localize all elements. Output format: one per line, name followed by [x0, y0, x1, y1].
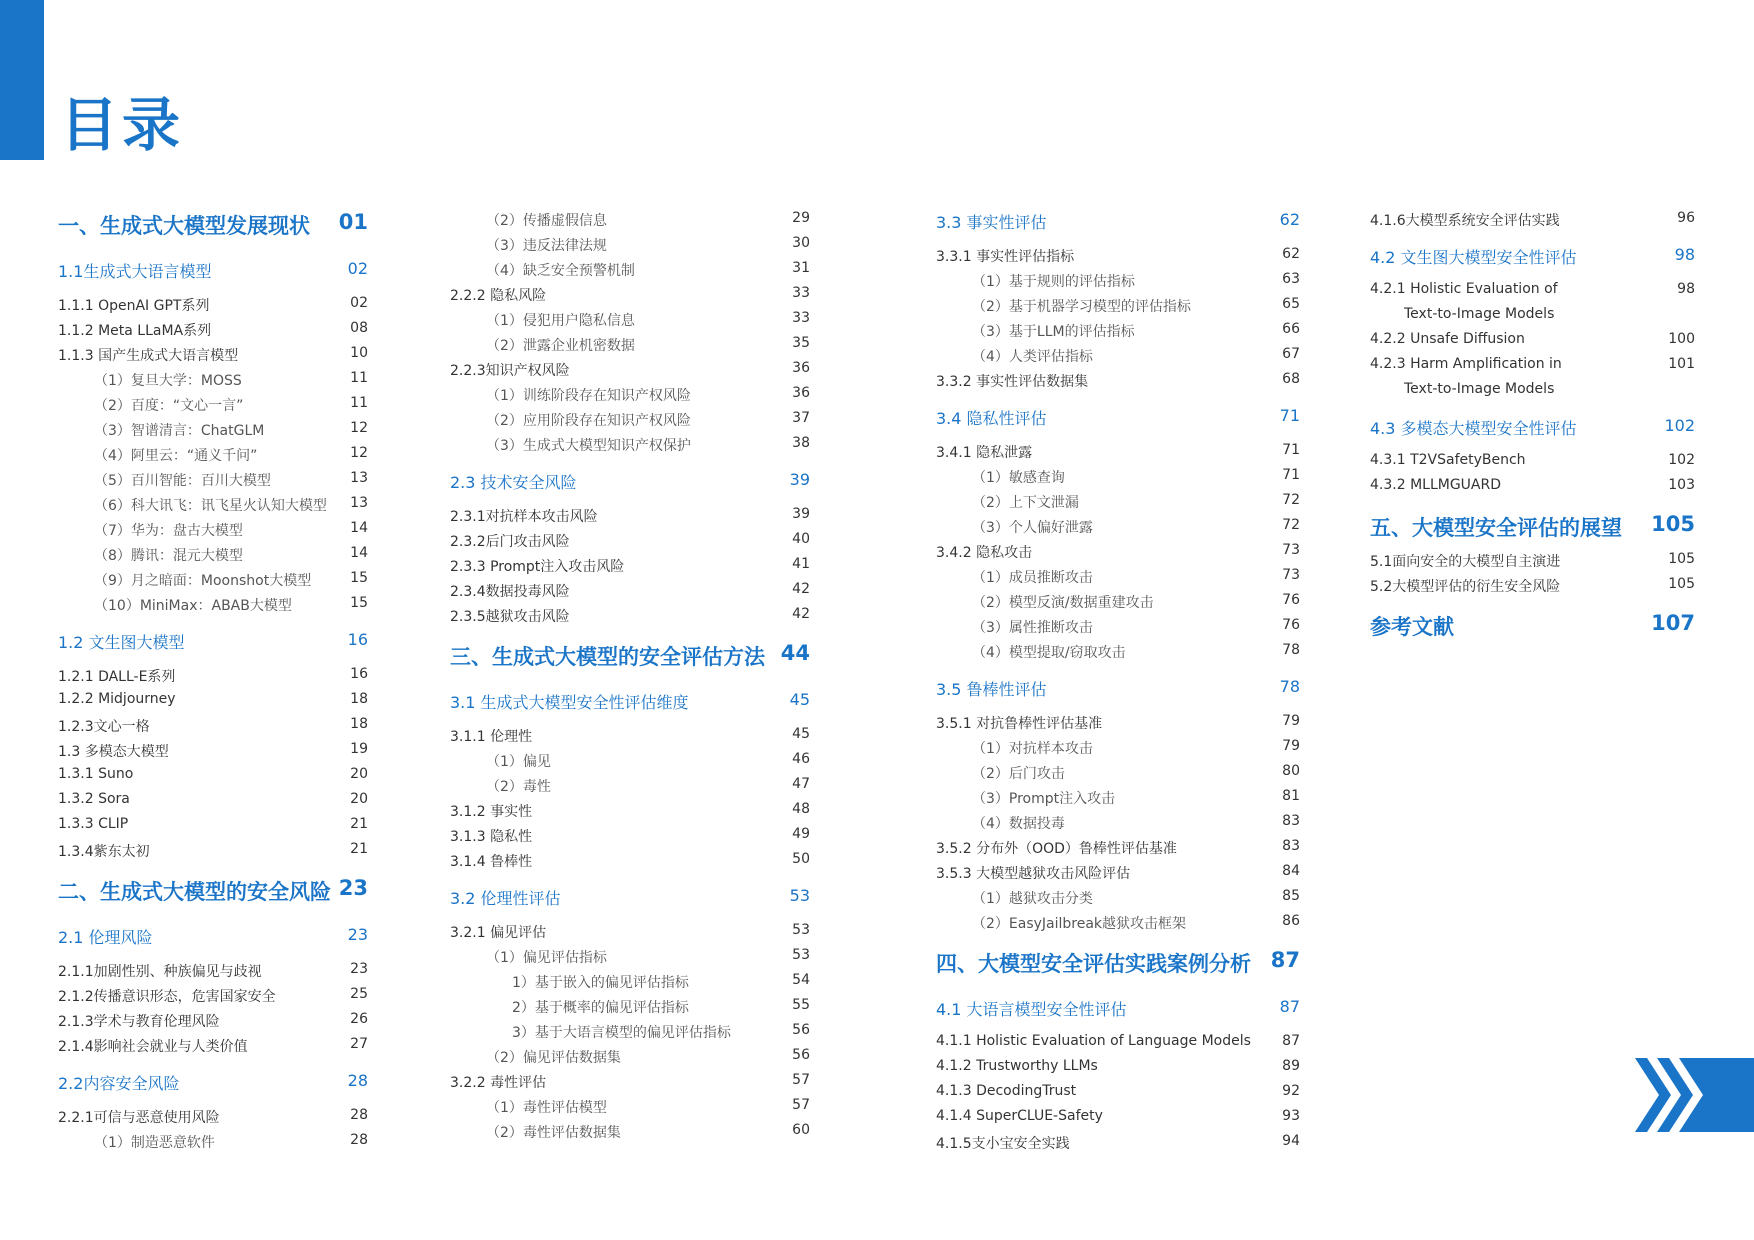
toc-entry-page: 63	[1282, 271, 1300, 287]
toc-entry-title: （1）侵犯用户隐私信息	[486, 313, 635, 329]
toc-entry-page: 48	[792, 801, 810, 817]
toc-entry-title: 一、生成式大模型发展现状	[58, 214, 310, 238]
toc-entry-title: 1.2.3文心一格	[58, 719, 150, 735]
toc-entry-page: 56	[792, 1022, 810, 1038]
toc-entry-title: （1）基于规则的评估指标	[972, 274, 1135, 290]
toc-entry-page: 19	[350, 741, 368, 757]
toc-entry-page: 93	[1282, 1108, 1300, 1124]
toc-entry-page: 12	[350, 420, 368, 436]
toc-entry-title: （1）成员推断攻击	[972, 570, 1093, 586]
toc-entry-page: 18	[350, 716, 368, 732]
toc-entry-title: 3.1.2 事实性	[450, 804, 533, 820]
toc-entry-title: （2）基于机器学习模型的评估指标	[972, 299, 1191, 315]
toc-entry-title: 五、大模型安全评估的展望	[1370, 516, 1622, 540]
toc-entry-page: 18	[350, 691, 368, 707]
toc-entry-page: 01	[338, 210, 368, 234]
toc-entry-page: 102	[1668, 452, 1695, 468]
toc-entry-page: 53	[792, 922, 810, 938]
toc-entry-page: 45	[789, 690, 810, 709]
toc-entry-page: 29	[792, 210, 810, 226]
toc-entry-title: 4.2.2 Unsafe Diffusion	[1370, 331, 1525, 347]
toc-entry-title: 3.3.2 事实性评估数据集	[936, 374, 1089, 390]
toc-entry-page: 83	[1282, 813, 1300, 829]
toc-entry-page: 87	[1282, 1033, 1300, 1049]
toc-entry-title: 5.2大模型评估的衍生安全风险	[1370, 579, 1561, 595]
toc-entry-page: 83	[1282, 838, 1300, 854]
toc-entry-title: 4.2 文生图大模型安全性评估	[1370, 248, 1577, 267]
toc-entry-title: 4.1.2 Trustworthy LLMs	[936, 1058, 1098, 1074]
toc-entry-page: 100	[1668, 331, 1695, 347]
toc-entry-title: 1.1.3 国产生成式大语言模型	[58, 348, 239, 364]
toc-entry-page: 11	[350, 370, 368, 386]
toc-entry-page: 89	[1282, 1058, 1300, 1074]
toc-entry-page: 53	[792, 947, 810, 963]
toc-entry-title: 2.2内容安全风险	[58, 1074, 180, 1093]
toc-entry-title: 3.4.1 隐私泄露	[936, 445, 1033, 461]
toc-entry-page: 49	[792, 826, 810, 842]
toc-entry-title: （2）后门攻击	[972, 766, 1065, 782]
toc-entry-page: 12	[350, 445, 368, 461]
toc-entry-title: （10）MiniMax：ABAB大模型	[94, 598, 292, 614]
toc-entry-title: 3.5.2 分布外（OOD）鲁棒性评估基准	[936, 841, 1177, 857]
toc-entry-title: 1.2 文生图大模型	[58, 633, 185, 652]
toc-entry-title: （9）月之暗面：Moonshot大模型	[94, 573, 312, 589]
toc-entry-page: 55	[792, 997, 810, 1013]
toc-entry-page: 33	[792, 310, 810, 326]
toc-entry-page: 50	[792, 851, 810, 867]
toc-entry-title: 3.5 鲁棒性评估	[936, 680, 1047, 699]
toc-entry-title: 4.1.1 Holistic Evaluation of Language Models	[936, 1033, 1251, 1049]
toc-entry-page: 68	[1282, 371, 1300, 387]
toc-entry-page: 54	[792, 972, 810, 988]
toc-entry-page: 102	[1664, 416, 1695, 435]
toc-entry-page: 71	[1282, 442, 1300, 458]
toc-entry-page: 28	[350, 1107, 368, 1123]
toc-entry-title: （3）生成式大模型知识产权保护	[486, 438, 691, 454]
toc-entry-page: 39	[789, 470, 810, 489]
toc-entry-title: 1.2.1 DALL-E系列	[58, 669, 176, 685]
toc-entry-page: 72	[1282, 517, 1300, 533]
toc-entry-title: （1）偏见评估指标	[486, 950, 607, 966]
toc-entry-page: 33	[792, 285, 810, 301]
toc-entry-page: 26	[350, 1011, 368, 1027]
toc-entry-title: （1）越狱攻击分类	[972, 891, 1093, 907]
toc-entry-page: 71	[1279, 406, 1300, 425]
toc-entry-title: （1）敏感查询	[972, 470, 1065, 486]
toc-entry-page: 80	[1282, 763, 1300, 779]
toc-entry-title: 1.3.3 CLIP	[58, 816, 129, 832]
toc-entry-title: 2.1.1加剧性别、种族偏见与歧视	[58, 964, 262, 980]
toc-entry-page: 13	[350, 470, 368, 486]
toc-entry-page: 28	[347, 1071, 368, 1090]
toc-entry-title: 3.3.1 事实性评估指标	[936, 249, 1075, 265]
toc-entry-title: 3.1.4 鲁棒性	[450, 854, 533, 870]
toc-entry-page: 23	[350, 961, 368, 977]
toc-entry-title: 1.3 多模态大模型	[58, 744, 169, 760]
toc-entry-title: （2）上下文泄漏	[972, 495, 1079, 511]
toc-entry-page: 47	[792, 776, 810, 792]
toc-entry-title: 4.1.3 DecodingTrust	[936, 1083, 1077, 1099]
toc-entry-title: 3.2 伦理性评估	[450, 889, 561, 908]
toc-entry-title: （2）毒性	[486, 779, 551, 795]
toc-entry-page: 02	[350, 295, 368, 311]
top-accent-bar	[0, 0, 44, 160]
toc-entry-title: （4）模型提取/窃取攻击	[972, 645, 1126, 661]
toc-entry-page: 73	[1282, 542, 1300, 558]
toc-entry-title: 2.1 伦理风险	[58, 928, 153, 947]
toc-entry-page: 37	[792, 410, 810, 426]
toc-entry-title: 2.3.1对抗样本攻击风险	[450, 509, 598, 525]
toc-entry-page: 41	[792, 556, 810, 572]
page-title: 目录	[60, 91, 185, 159]
toc-entry-title: 3.4.2 隐私攻击	[936, 545, 1033, 561]
toc-entry-title: 1.3.1 Suno	[58, 766, 134, 782]
toc-entry-page: 65	[1282, 296, 1300, 312]
toc-entry-title: （2）传播虚假信息	[486, 213, 607, 229]
toc-entry-title: （2）EasyJailbreak越狱攻击框架	[972, 916, 1187, 932]
toc-entry-page: 56	[792, 1047, 810, 1063]
toc-entry-page: 13	[350, 495, 368, 511]
toc-entry-title: 1.1生成式大语言模型	[58, 262, 212, 281]
toc-entry-title: （3）个人偏好泄露	[972, 520, 1093, 536]
toc-entry-title: 2.1.2传播意识形态，危害国家安全	[58, 989, 276, 1005]
toc-entry-title: （6）科大讯飞：讯飞星火认知大模型	[94, 498, 327, 514]
toc-entry-title: （2）应用阶段存在知识产权风险	[486, 413, 691, 429]
toc-entry-page: 105	[1668, 551, 1695, 567]
toc-entry-title: （2）毒性评估数据集	[486, 1125, 621, 1141]
toc-entry-title: 4.3.2 MLLMGUARD	[1370, 477, 1502, 493]
toc-entry-page: 62	[1279, 210, 1300, 229]
toc-entry-title: （4）缺乏安全预警机制	[486, 263, 635, 279]
toc-entry-page: 16	[347, 630, 368, 649]
toc-entry-title: 2.1.3学术与教育伦理风险	[58, 1014, 220, 1030]
toc-entry-page: 72	[1282, 492, 1300, 508]
toc-entry-page: 20	[350, 791, 368, 807]
toc-entry-title: 3.1.1 伦理性	[450, 729, 533, 745]
toc-entry-title: （3）Prompt注入攻击	[972, 791, 1116, 807]
toc-entry-title: 1.1.1 OpenAI GPT系列	[58, 298, 210, 314]
toc-entry-title: 2.3.5越狱攻击风险	[450, 609, 570, 625]
toc-entry-title: 3.5.3 大模型越狱攻击风险评估	[936, 866, 1131, 882]
toc-entry-title: （2）偏见评估数据集	[486, 1050, 621, 1066]
toc-entry-page: 78	[1279, 677, 1300, 696]
toc-entry-page: 86	[1282, 913, 1300, 929]
toc-entry-page: 87	[1270, 948, 1300, 972]
toc-entry-title: （4）阿里云：“通义千问”	[94, 448, 258, 464]
toc-entry-title: （4）数据投毒	[972, 816, 1065, 832]
toc-entry-page: 27	[350, 1036, 368, 1052]
toc-entry-title: 三、生成式大模型的安全评估方法	[450, 645, 765, 669]
toc-entry-title: 2.3 技术安全风险	[450, 473, 577, 492]
toc-entry-page: 67	[1282, 346, 1300, 362]
toc-entry-title: （2）模型反演/数据重建攻击	[972, 595, 1154, 611]
toc-entry-title: （7）华为：盘古大模型	[94, 523, 243, 539]
toc-entry-page: 14	[350, 520, 368, 536]
toc-entry-page: 10	[350, 345, 368, 361]
toc-entry-page: 39	[792, 506, 810, 522]
toc-entry-page: 94	[1282, 1133, 1300, 1149]
toc-entry-page: 92	[1282, 1083, 1300, 1099]
toc-entry-page: 87	[1279, 997, 1300, 1016]
toc-entry-title: 2.2.1可信与恶意使用风险	[58, 1110, 220, 1126]
toc-entry-title: 3.2.2 毒性评估	[450, 1075, 547, 1091]
toc-entry-page: 36	[792, 385, 810, 401]
toc-entry-page: 79	[1282, 713, 1300, 729]
toc-entry-title: 3）基于大语言模型的偏见评估指标	[512, 1025, 731, 1041]
toc-entry-page: 107	[1651, 611, 1695, 635]
toc-entry-page: 66	[1282, 321, 1300, 337]
toc-entry-title: 4.1.4 SuperCLUE-Safety	[936, 1108, 1103, 1124]
toc-entry-page: 105	[1651, 512, 1695, 536]
toc-entry-page: 14	[350, 545, 368, 561]
toc-entry-title: 4.2.3 Harm Amplification in	[1370, 356, 1562, 372]
toc-entry-page: 21	[350, 816, 368, 832]
toc-entry-title: 4.1.5支小宝安全实践	[936, 1136, 1070, 1152]
toc-entry-page: 15	[350, 570, 368, 586]
toc-entry-title: （1）对抗样本攻击	[972, 741, 1093, 757]
toc-entry-page: 16	[350, 666, 368, 682]
toc-entry-title: 4.1.6大模型系统安全评估实践	[1370, 213, 1560, 229]
toc-entry-page: 42	[792, 606, 810, 622]
toc-entry-page: 76	[1282, 617, 1300, 633]
toc-entry-title: 2.3.2后门攻击风险	[450, 534, 570, 550]
toc-entry-title: 2）基于概率的偏见评估指标	[512, 1000, 689, 1016]
toc-entry-page: 42	[792, 581, 810, 597]
toc-entry-page: 73	[1282, 567, 1300, 583]
toc-entry-title: （2）百度：“文心一言”	[94, 398, 244, 414]
toc-entry-title: 1.2.2 Midjourney	[58, 691, 176, 707]
toc-entry-page: 21	[350, 841, 368, 857]
toc-entry-page: 57	[792, 1072, 810, 1088]
toc-entry-title: （4）人类评估指标	[972, 349, 1093, 365]
toc-entry-title: 2.3.4数据投毒风险	[450, 584, 570, 600]
toc-entry-title: （3）基于LLM的评估指标	[972, 324, 1135, 340]
toc-entry-title: 3.2.1 偏见评估	[450, 925, 547, 941]
toc-entry-page: 28	[350, 1132, 368, 1148]
toc-entry-page: 101	[1668, 356, 1695, 372]
toc-entry-title: （1）复旦大学：MOSS	[94, 373, 242, 389]
toc-entry-title: 3.1 生成式大模型安全性评估维度	[450, 693, 689, 712]
toc-entry-title: 3.1.3 隐私性	[450, 829, 533, 845]
toc-entry-title: （1）制造恶意软件	[94, 1135, 215, 1151]
toc-entry-page: 15	[350, 595, 368, 611]
toc-entry-page: 23	[347, 925, 368, 944]
toc-entry-title: 2.1.4影响社会就业与人类价值	[58, 1039, 248, 1055]
chevron-decoration-icon	[1635, 1058, 1754, 1132]
toc-entry-title: 参考文献	[1370, 615, 1454, 639]
toc-entry-title: 3.3 事实性评估	[936, 213, 1047, 232]
toc-entry-page: 25	[350, 986, 368, 1002]
toc-entry-title: Text-to-Image Models	[1404, 306, 1555, 322]
toc-entry-page: 40	[792, 531, 810, 547]
toc-entry-title: （1）偏见	[486, 754, 551, 770]
toc-entry-page: 76	[1282, 592, 1300, 608]
toc-entry-page: 103	[1668, 477, 1695, 493]
toc-entry-title: （8）腾讯：混元大模型	[94, 548, 243, 564]
toc-entry-title: 4.3 多模态大模型安全性评估	[1370, 419, 1577, 438]
toc-entry-title: 1.3.4紫东太初	[58, 844, 150, 860]
toc-entry-page: 02	[347, 259, 368, 278]
toc-entry-page: 79	[1282, 738, 1300, 754]
toc-entry-page: 98	[1677, 281, 1695, 297]
toc-entry-page: 81	[1282, 788, 1300, 804]
toc-entry-title: 1.3.2 Sora	[58, 791, 130, 807]
toc-entry-page: 08	[350, 320, 368, 336]
toc-entry-title: 2.3.3 Prompt注入攻击风险	[450, 559, 625, 575]
toc-entry-title: （1）训练阶段存在知识产权风险	[486, 388, 691, 404]
toc-entry-page: 53	[789, 886, 810, 905]
toc-entry-page: 11	[350, 395, 368, 411]
toc-entry-page: 44	[780, 641, 810, 665]
toc-entry-title: 3.5.1 对抗鲁棒性评估基准	[936, 716, 1103, 732]
toc-entry-page: 96	[1677, 210, 1695, 226]
toc-entry-title: （3）违反法律法规	[486, 238, 607, 254]
toc-entry-page: 30	[792, 235, 810, 251]
toc-entry-title: 四、大模型安全评估实践案例分析	[936, 952, 1251, 976]
toc-entry-page: 98	[1674, 245, 1695, 264]
toc-entry-title: 1）基于嵌入的偏见评估指标	[512, 975, 689, 991]
toc-entry-title: 1.1.2 Meta LLaMA系列	[58, 323, 212, 339]
toc-entry-title: 二、生成式大模型的安全风险	[58, 880, 331, 904]
toc-entry-page: 105	[1668, 576, 1695, 592]
toc-entry-title: （3）属性推断攻击	[972, 620, 1093, 636]
toc-entry-title: 2.2.3知识产权风险	[450, 363, 570, 379]
toc-entry-page: 36	[792, 360, 810, 376]
toc-entry-title: 5.1面向安全的大模型自主演进	[1370, 554, 1561, 570]
toc-entry-title: （2）泄露企业机密数据	[486, 338, 635, 354]
toc-entry-page: 60	[792, 1122, 810, 1138]
toc-entry-page: 57	[792, 1097, 810, 1113]
toc-entry-page: 23	[338, 876, 368, 900]
toc-entry-page: 35	[792, 335, 810, 351]
toc-entry-title: 4.3.1 T2VSafetyBench	[1370, 452, 1526, 468]
toc-entry-title: 2.2.2 隐私风险	[450, 288, 547, 304]
toc-entry-page: 84	[1282, 863, 1300, 879]
toc-entry-title: 4.1 大语言模型安全性评估	[936, 1000, 1127, 1019]
toc-entry-page: 78	[1282, 642, 1300, 658]
toc-entry-page: 62	[1282, 246, 1300, 262]
toc-entry-page: 20	[350, 766, 368, 782]
toc-entry-page: 31	[792, 260, 810, 276]
toc-entry-title: Text-to-Image Models	[1404, 381, 1555, 397]
toc-entry-title: 4.2.1 Holistic Evaluation of	[1370, 281, 1558, 297]
toc-entry-title: 3.4 隐私性评估	[936, 409, 1047, 428]
toc-entry-title: （3）智谱清言：ChatGLM	[94, 423, 265, 439]
toc-entry-title: （5）百川智能：百川大模型	[94, 473, 271, 489]
toc-entry-page: 45	[792, 726, 810, 742]
toc-entry-page: 71	[1282, 467, 1300, 483]
toc-entry-page: 85	[1282, 888, 1300, 904]
toc-entry-title: （1）毒性评估模型	[486, 1100, 607, 1116]
toc-entry-page: 38	[792, 435, 810, 451]
toc-entry-page: 46	[792, 751, 810, 767]
